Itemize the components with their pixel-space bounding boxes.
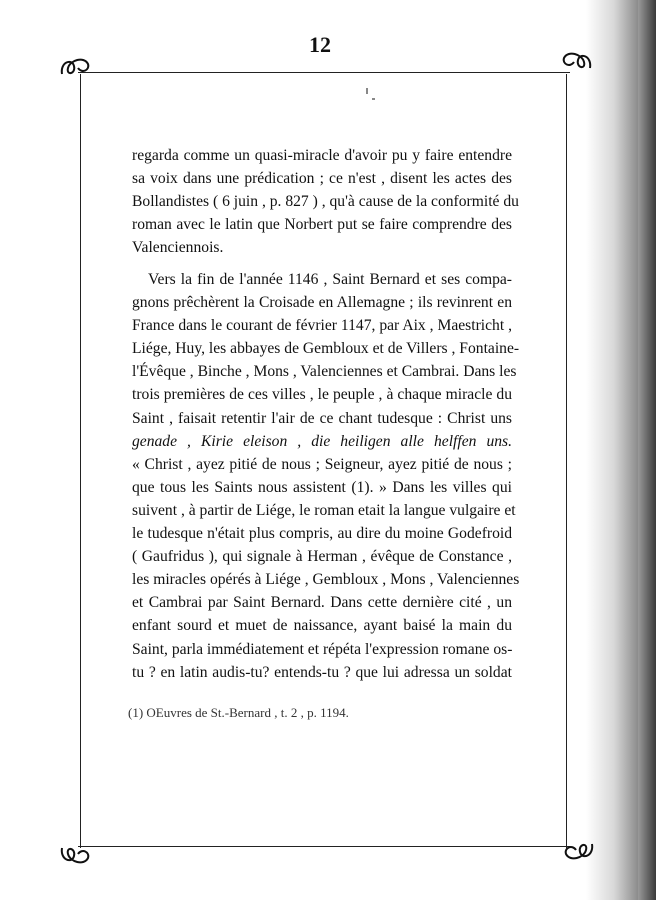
text-line: tu ? en latin audis-tu? entends-tu ? que lui adressa un soldat	[132, 663, 512, 681]
corner-ornament-bottom-right-icon	[562, 838, 596, 864]
text-line: Bollandistes ( 6 juin , p. 827 ) , qu'à cause de la conformité du	[132, 193, 519, 211]
text-line: et Cambrai par Saint Bernard. Dans cette dernière cité , un	[132, 594, 512, 612]
page-number: 12	[309, 32, 331, 57]
paper-fleck	[372, 98, 375, 100]
text-line: Valenciennois.	[132, 239, 224, 257]
frame-bottom-rule	[78, 846, 570, 847]
frame-top-rule	[78, 72, 570, 73]
text-line: le tudesque n'était plus compris, au dire du moine Godefroid	[132, 525, 512, 543]
frame-right-rule	[566, 74, 567, 848]
paragraph-1	[132, 144, 519, 259]
text-line: l'Évêque , Binche , Mons , Valenciennes et Cambrai. Dans les	[132, 363, 517, 381]
text-line: ( Gaufridus ), qui signale à Herman , évêque de Constance ,	[132, 548, 512, 566]
text-line: Liége, Huy, les abbayes de Gembloux et de Villers , Fontaine-	[132, 340, 520, 358]
paper-fleck	[366, 88, 368, 94]
corner-ornament-bottom-left-icon	[58, 842, 92, 868]
text-line: sa voix dans une prédication ; ce n'est , disent les actes des	[132, 170, 512, 188]
text-line: « Christ , ayez pitié de nous ; Seigneur, ayez pitié de nous ;	[132, 455, 512, 473]
text-line: genade , Kirie eleison , die heiligen alle helffen uns.	[132, 432, 512, 450]
text-line: les miracles opérés à Liége , Gembloux , Mons , Valenciennes	[132, 571, 520, 589]
text-line: enfant sourd et muet de naissance, ayant baisé la main du	[132, 617, 512, 635]
text-line: Saint , faisait retentir l'air de ce chant tudesque : Christ uns	[132, 409, 512, 427]
paragraph-2	[132, 268, 520, 684]
text-line: trois premières de ces villes , le peuple , à chaque miracle du	[132, 386, 512, 404]
text-line: suivent , à partir de Liége, le roman etait la langue vulgaire et	[132, 501, 516, 519]
page-gutter	[638, 0, 656, 900]
text-line: gnons prêchèrent la Croisade en Allemagne ; ils revinrent en	[132, 294, 512, 312]
text-line: Vers la fin de l'année 1146 , Saint Bernard et ses compa-	[148, 271, 512, 288]
text-line: regarda comme un quasi-miracle d'avoir pu y faire entendre	[132, 147, 512, 164]
text-line: que tous les Saints nous assistent (1). » Dans les villes qui	[132, 478, 512, 496]
frame-left-rule	[80, 74, 81, 848]
text-line: roman avec le latin que Norbert put se faire comprendre des	[132, 216, 512, 234]
footnote: (1) OEuvres de St.-Bernard , t. 2 , p. 1194.	[128, 705, 349, 720]
text-line: Saint, parla immédiatement et répéta l'expression romane os-	[132, 640, 513, 658]
text-line: France dans le courant de février 1147, par Aix , Maestricht ,	[132, 317, 512, 335]
